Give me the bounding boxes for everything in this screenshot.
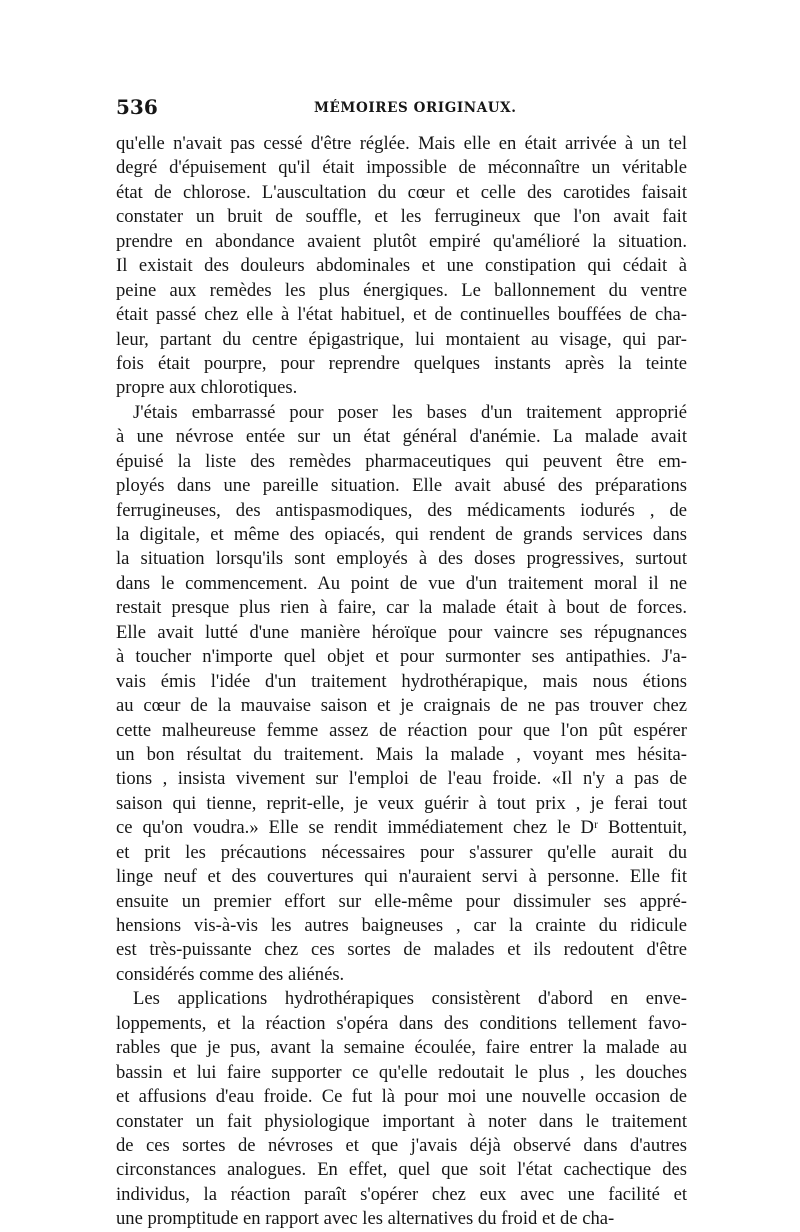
text-line: saison qui tienne, reprit-elle, je veux guérir à tout prix , je ferai tout [116,792,687,814]
text-line: et affusions d'eau froide. Ce fut là pour moi une nouvelle occasion de [116,1086,687,1108]
text-line: rables que je pus, avant la semaine écoulée, faire entrer la malade au [116,1037,687,1059]
text-line: au cœur de la mauvaise saison et je craignais de ne pas trouver chez [116,695,687,717]
text-line: à toucher n'importe quel objet et pour surmonter ses antipathies. J'a- [116,646,687,668]
text-line: peine aux remèdes les plus énergiques. Le ballonnement du ventre [116,279,687,301]
text-line: propre aux chlorotiques. [116,377,298,399]
text-line: qu'elle n'avait pas cessé d'être réglée. Mais elle en était arrivée à un tel [116,133,687,154]
paragraph [116,132,687,401]
text-line: constater un bruit de souffle, et les ferrugineux que l'on avait fait [116,206,687,228]
text-line: linge neuf et des couvertures qui n'auraient servi à personne. Elle fit [116,866,687,888]
body-text [116,132,687,1232]
text-line: un bon résultat du traitement. Mais la malade , voyant mes hésita- [116,743,687,765]
running-head [116,92,687,122]
text-line: cette malheureuse femme assez de réaction pour que l'on pût espérer [116,719,687,741]
text-line: de ces sortes de névroses et que j'avais déjà observé dans d'autres [116,1134,687,1156]
text-line: degré d'épuisement qu'il était impossible de méconnaître un véritable [116,157,687,179]
text-line: ce qu'on voudra.» Elle se rendit immédiatement chez le Dʳ Bottentuit, [116,817,687,839]
paragraph [116,401,687,988]
text-line: est très-puissante chez ces sortes de malades et ils redoutent d'être [116,939,687,961]
text-line: ensuite un premier effort sur elle-même pour dissimuler ses appré- [116,890,687,912]
text-line: loppements, et la réaction s'opéra dans des conditions tellement favo- [116,1012,687,1034]
running-title: MÉMOIRES ORIGINAUX. [314,100,517,116]
text-line: restait presque plus rien à faire, car la malade était à bout de forces. [116,597,687,619]
text-line: épuisé la liste des remèdes pharmaceutiques qui peuvent être em- [116,450,687,472]
text-line: hensions vis-à-vis les autres baigneuses , car la crainte du ridicule [116,915,687,936]
text-line: vais émis l'idée d'un traitement hydrothérapique, mais nous étions [116,670,687,692]
text-line: état de chlorose. L'auscultation du cœur et celle des carotides faisait [116,181,687,203]
text-line: était passé chez elle à l'état habituel, et de continuelles bouffées de cha- [116,304,687,326]
text-line: Il existait des douleurs abdominales et une constipation qui cédait à [116,255,687,277]
text-line: ployés dans une pareille situation. Elle avait abusé des préparations [116,475,687,497]
text-line: dans le commencement. Au point de vue d'un traitement moral il ne [116,572,687,594]
page-number: 536 [116,95,158,119]
text-line: prendre en abondance avaient plutôt empiré qu'amélioré la situation. [116,230,687,252]
text-line: et prit les précautions nécessaires pour s'assurer qu'elle aurait du [116,841,687,863]
text-line: la digitale, et même des opiacés, qui rendent de grands services dans [116,524,687,545]
text-line: à une névrose entée sur un état général d'anémie. La malade avait [116,426,687,448]
text-line: une promptitude en rapport avec les alternatives du froid et de cha- [116,1208,615,1230]
text-line: circonstances analogues. En effet, quel que soit l'état cachectique des [116,1159,687,1181]
text-line: la situation lorsqu'ils sont employés à des doses progressives, surtout [116,548,687,570]
text-line: tions , insista vivement sur l'emploi de l'eau froide. «Il n'y a pas de [116,768,687,790]
text-line: bassin et lui faire supporter ce qu'elle redoutait le plus , les douches [116,1061,687,1083]
text-line: J'étais embarrassé pour poser les bases d'un traitement approprié [133,401,687,423]
text-line: considérés comme des aliénés. [116,963,345,985]
paragraph [116,987,687,1231]
text-line: leur, partant du centre épigastrique, lui montaient au visage, qui par- [116,328,687,350]
text-line: Les applications hydrothérapiques consistèrent d'abord en enve- [133,988,687,1010]
text-line: fois était pourpre, pour reprendre quelques instants après la teinte [116,352,687,374]
text-line: Elle avait lutté d'une manière héroïque pour vaincre ses répugnances [116,621,687,643]
text-line: ferrugineuses, des antispasmodiques, des médicaments iodurés , de [116,499,687,521]
text-line: constater un fait physiologique important à noter dans le traitement [116,1110,687,1132]
text-line: individus, la réaction paraît s'opérer chez eux avec une facilité et [116,1183,687,1205]
